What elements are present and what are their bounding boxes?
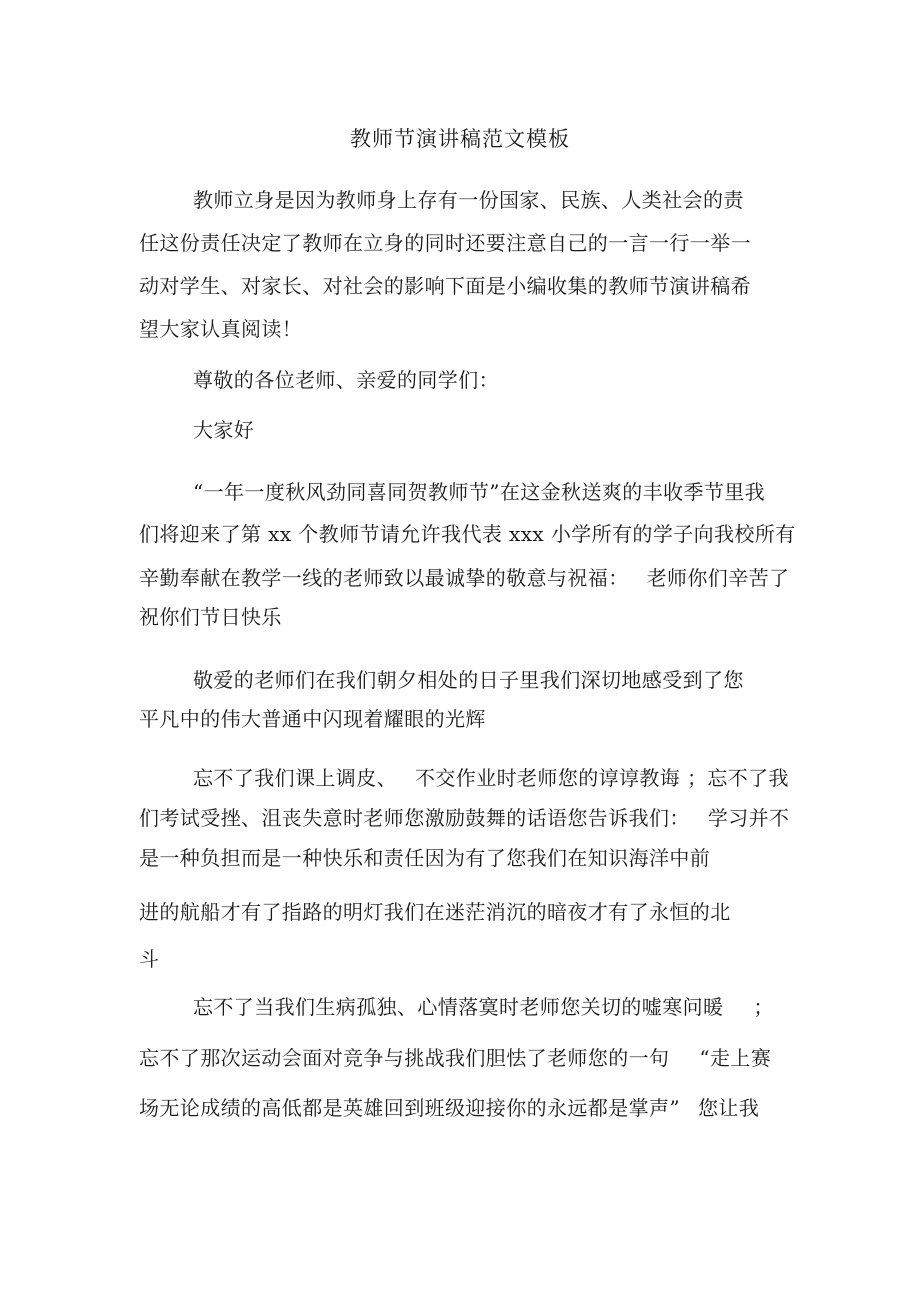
document-title: 教师节演讲稿范文模板 bbox=[350, 127, 570, 151]
paragraph-line-segment: ； bbox=[753, 995, 774, 1019]
paragraph-line: 动对学生、对家长、对社会的影响下面是小编收集的教师节演讲稿希 bbox=[139, 274, 751, 298]
paragraph-line-segment: 辛勤奉献在教学一线的老师致以最诚挚的敬意与祝福： bbox=[139, 566, 629, 590]
paragraph-line-segment: 学习并不 bbox=[707, 806, 790, 830]
paragraph-line-segment: 忘不了我们课上调皮、 bbox=[193, 766, 397, 790]
paragraph-line-segment: 忘不了那次运动会面对竞争与挑战我们胆怯了老师您的一句 bbox=[139, 1046, 670, 1070]
paragraph-line-segment: 不交作业时老师您的谆谆教诲 ；忘不了我 bbox=[415, 766, 789, 790]
paragraph-line: 教师立身是因为教师身上存有一份国家、民族、人类社会的责 bbox=[193, 188, 744, 212]
paragraph-line: 进的航船才有了指路的明灯我们在迷茫消沉的暗夜才有了永恒的北 bbox=[139, 900, 731, 924]
greeting: 大家好 bbox=[193, 418, 255, 442]
paragraph-line: 敬爱的老师们在我们朝夕相处的日子里我们深切地感受到了您 bbox=[193, 668, 744, 692]
paragraph-line: 任这份责任决定了教师在立身的同时还要注意自己的一言一行一举一 bbox=[139, 231, 751, 255]
paragraph-line bbox=[139, 566, 789, 590]
salutation: 尊敬的各位老师、亲爱的同学们： bbox=[193, 368, 499, 392]
paragraph-line bbox=[193, 766, 789, 790]
paragraph-line: 祝你们节日快乐 bbox=[139, 605, 282, 629]
paragraph-line: “一年一度秋风劲同喜同贺教师节”在这金秋送爽的丰收季节里我 bbox=[193, 480, 766, 504]
paragraph-line bbox=[139, 806, 789, 830]
paragraph-line: 斗 bbox=[139, 947, 160, 971]
paragraph-line bbox=[193, 995, 774, 1019]
paragraph-line: 们将迎来了第 xx 个教师节请允许我代表 xxx 小学所有的学子向我校所有 bbox=[139, 522, 796, 546]
paragraph-line: 望大家认真阅读！ bbox=[139, 317, 303, 341]
paragraph-line bbox=[139, 1096, 759, 1120]
paragraph-line-segment: 忘不了当我们生病孤独、心情落寞时老师您关切的嘘寒问暖 bbox=[193, 995, 724, 1019]
paragraph-line-segment: 们考试受挫、沮丧失意时老师您激励鼓舞的话语您告诉我们： bbox=[139, 806, 690, 830]
paragraph-line-segment: “走上赛 bbox=[699, 1046, 772, 1070]
paragraph-line-segment: 您让我 bbox=[698, 1096, 760, 1120]
paragraph-line: 平凡中的伟大普通中闪现着耀眼的光辉 bbox=[139, 707, 486, 731]
paragraph-line-segment: 老师你们辛苦了 bbox=[646, 566, 790, 590]
paragraph-line-segment: 场无论成绩的高低都是英雄回到班级迎接你的永远都是掌声” bbox=[139, 1096, 681, 1120]
paragraph-line: 是一种负担而是一种快乐和责任因为有了您我们在知识海洋中前 bbox=[139, 846, 711, 870]
paragraph-line bbox=[139, 1046, 771, 1070]
